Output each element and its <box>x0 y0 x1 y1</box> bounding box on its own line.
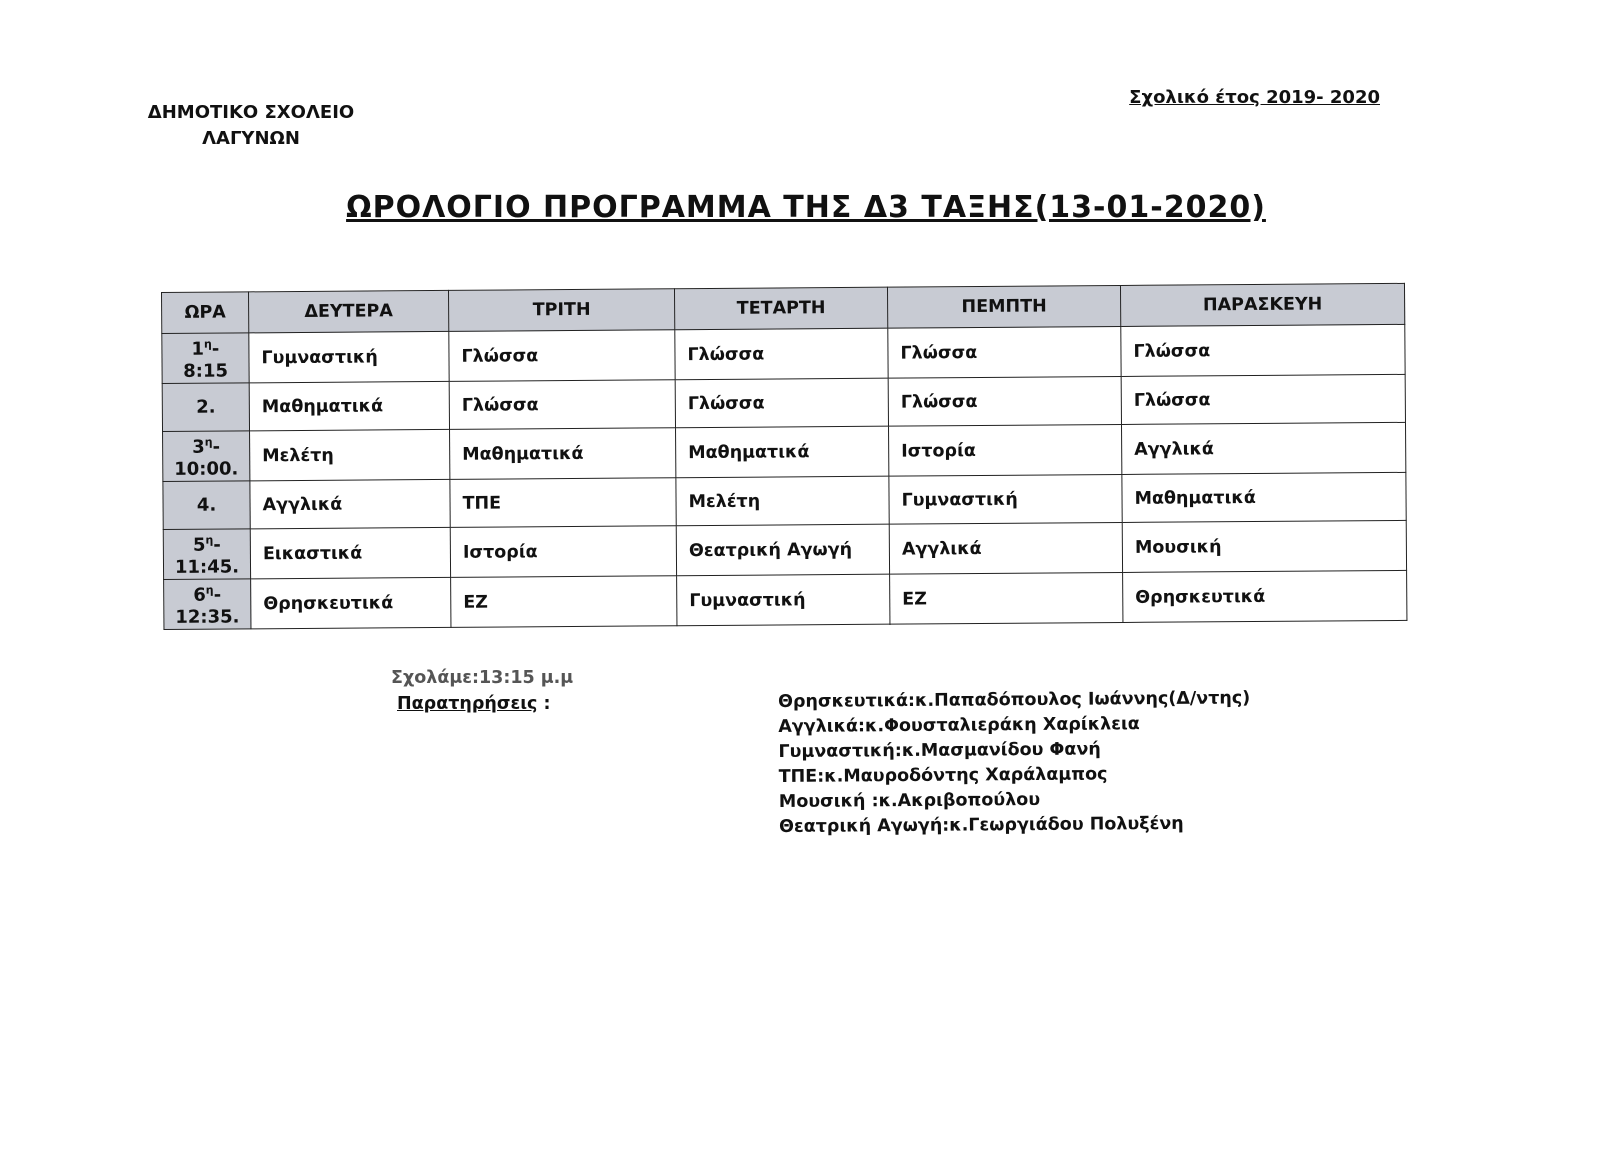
hour-time: 11:45. <box>174 556 240 578</box>
hour-cell <box>162 383 249 432</box>
hour-ordinal-suffix: η <box>204 435 213 449</box>
subject-cell-friday: Γλώσσα <box>1121 374 1405 424</box>
subject-cell-monday: Θρησκευτικά <box>251 577 451 628</box>
subject-cell-tuesday: Μαθηματικά <box>450 428 676 480</box>
teacher-line: Γυμναστική:κ.Μασμανίδου Φανή <box>778 739 1101 762</box>
header-friday: ΠΑΡΑΣΚΕΥΗ <box>1120 283 1404 326</box>
school-year: Σχολικό έτος 2019- 2020 <box>1129 87 1380 108</box>
hour-cell <box>163 481 250 530</box>
subject-cell-monday: Εικαστικά <box>250 527 450 578</box>
subject-cell-wednesday: Γυμναστική <box>677 574 890 626</box>
hour-dash: - <box>213 534 221 556</box>
hour-dash: - <box>213 584 222 606</box>
hour-number <box>164 529 250 557</box>
subject-cell-wednesday: Μελέτη <box>676 476 889 526</box>
table-row <box>164 570 1407 629</box>
subject-cell-wednesday: Θεατρική Αγωγή <box>676 524 889 576</box>
subject-cell-tuesday: Γλώσσα <box>449 330 675 382</box>
hour-number-value: 5 <box>192 534 206 556</box>
subject-cell-monday: Αγγλικά <box>250 479 450 528</box>
hour-ordinal-suffix: η <box>205 533 214 547</box>
table-row <box>163 422 1406 481</box>
table-row <box>162 324 1405 383</box>
school-name-line2: ΛΑΓΥΝΩΝ <box>202 128 300 149</box>
teachers-list <box>778 686 1251 840</box>
remarks-colon: : <box>537 694 551 714</box>
hour-number-value: 6 <box>193 584 206 606</box>
dismissal-time: Σχολάμε:13:15 μ.μ <box>391 668 574 688</box>
hour-time: 10:00. <box>174 458 239 480</box>
subject-cell-thursday: Αγγλικά <box>889 522 1122 574</box>
teacher-line: Θρησκευτικά:κ.Παπαδόπουλος Ιωάννης(Δ/ντης) <box>778 688 1251 712</box>
subject-cell-friday: Μουσική <box>1122 520 1406 572</box>
hour-cell <box>163 529 250 580</box>
teacher-line: Μουσική :κ.Ακριβοπούλου <box>778 789 1041 812</box>
subject-cell-wednesday: Γλώσσα <box>675 378 888 428</box>
subject-cell-friday: Αγγλικά <box>1121 422 1405 474</box>
hour-cell <box>163 431 250 482</box>
school-name-line1: ΔΗΜΟΤΙΚΟ ΣΧΟΛΕΙΟ <box>147 102 355 123</box>
hour-cell <box>164 579 251 630</box>
subject-cell-tuesday: ΕΖ <box>451 576 677 628</box>
subject-cell-thursday: Γυμναστική <box>889 474 1122 524</box>
subject-cell-monday: Μελέτη <box>250 429 450 480</box>
hour-dash: - <box>212 436 221 458</box>
teacher-line: Θεατρική Αγωγή:κ.Γεωργιάδου Πολυξένη <box>778 813 1184 837</box>
hour-dash: - <box>211 338 220 360</box>
hour-number <box>163 494 249 517</box>
remarks-label: Παρατηρήσεις <box>397 694 538 714</box>
subject-cell-tuesday: Ιστορία <box>450 526 676 578</box>
hour-time: 8:15 <box>183 360 229 382</box>
hour-number-value: 4. <box>196 494 217 516</box>
hour-number-value: 1 <box>191 338 205 360</box>
subject-cell-friday: Γλώσσα <box>1121 324 1405 376</box>
hour-cell <box>162 333 249 384</box>
subject-cell-friday: Μαθηματικά <box>1122 472 1406 522</box>
table-row <box>163 520 1406 579</box>
hour-number <box>163 396 249 419</box>
subject-cell-monday: Μαθηματικά <box>249 381 449 430</box>
hour-time: 12:35. <box>175 606 240 628</box>
teacher-line: Αγγλικά:κ.Φουσταλιεράκη Χαρίκλεια <box>778 714 1140 737</box>
page-title: ΩΡΟΛΟΓΙΟ ΠΡΟΓΡΑΜΜΑ ΤΗΣ Δ3 ΤΑΞΗΣ(13-01-2020) <box>346 190 1266 225</box>
hour-number <box>163 431 249 459</box>
subject-cell-wednesday: Γλώσσα <box>675 328 888 380</box>
subject-cell-thursday: ΕΖ <box>890 572 1123 624</box>
subject-cell-tuesday: ΤΠΕ <box>450 478 676 528</box>
subject-cell-friday: Θρησκευτικά <box>1123 570 1407 622</box>
header-hour: ΩΡΑ <box>162 292 249 334</box>
teacher-line: ΤΠΕ:κ.Μαυροδόντης Χαράλαμπος <box>778 764 1108 787</box>
subject-cell-thursday: Γλώσσα <box>888 326 1121 378</box>
hour-ordinal-suffix: η <box>205 583 214 597</box>
subject-cell-wednesday: Μαθηματικά <box>676 426 889 478</box>
hour-number-value: 2. <box>196 396 216 418</box>
timetable <box>161 283 1407 630</box>
hour-ordinal-suffix: η <box>203 337 212 351</box>
hour-number-value: 3 <box>192 436 205 458</box>
header-monday: ΔΕΥΤΕΡΑ <box>249 290 449 332</box>
hour-number <box>164 579 250 607</box>
header-tuesday: ΤΡΙΤΗ <box>448 289 674 332</box>
subject-cell-tuesday: Γλώσσα <box>449 380 675 430</box>
remarks <box>397 694 551 714</box>
timetable-body <box>162 324 1407 629</box>
hour-number <box>162 333 248 361</box>
header-thursday: ΠΕΜΠΤΗ <box>887 285 1120 328</box>
school-name <box>135 100 367 152</box>
header-wednesday: ΤΕΤΑΡΤΗ <box>674 287 887 330</box>
subject-cell-thursday: Ιστορία <box>889 424 1122 476</box>
subject-cell-monday: Γυμναστική <box>249 331 449 382</box>
subject-cell-thursday: Γλώσσα <box>888 376 1121 426</box>
